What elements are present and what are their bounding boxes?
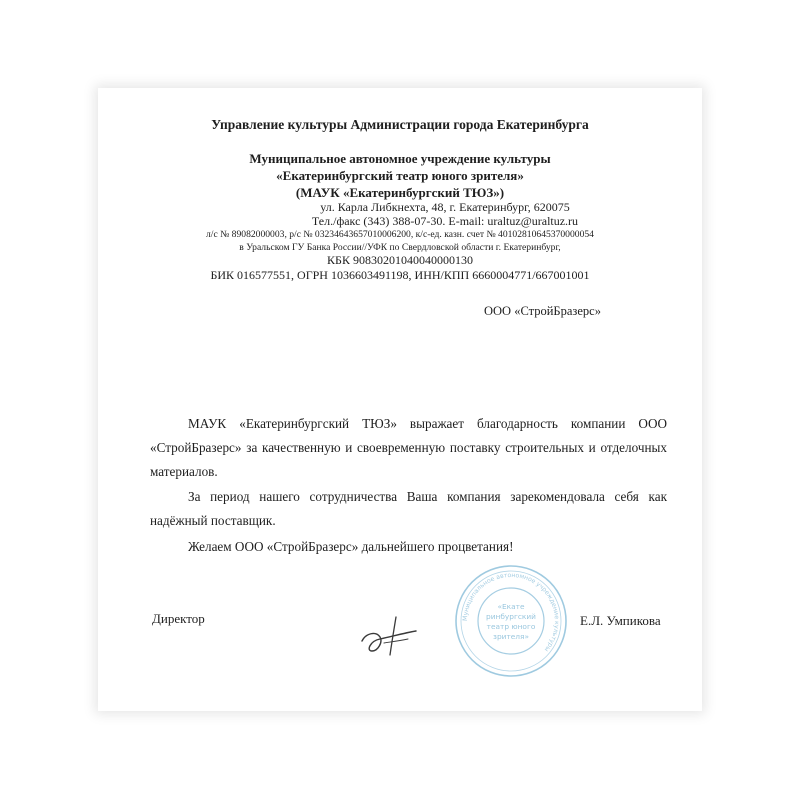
body-paragraph-3: Желаем ООО «СтройБразерс» дальнейшего процветания! — [188, 539, 514, 554]
bank-accounts: л/с № 89082000003, р/с № 03234643657010006200, к/с-ед. казн. счет № 40102810645370000054 — [206, 229, 594, 240]
kbk-code: КБК 90830201040040000130 — [327, 253, 473, 267]
organization-short-name: (МАУК «Екатеринбургский ТЮЗ») — [295, 185, 505, 200]
signatory-position: Директор — [152, 611, 205, 626]
signatory-name: Е.Л. Умпикова — [580, 613, 661, 628]
official-stamp — [453, 563, 569, 679]
organization-contacts: Тел./факс (343) 388-07-30. E-mail: uraltuz@uraltuz.ru — [311, 214, 579, 228]
stamp-outer-ring — [456, 566, 566, 676]
organization-name-line2: «Екатеринбургский театр юного зрителя» — [276, 168, 524, 183]
bank-details: в Уральском ГУ Банка России//УФК по Свердловской области г. Екатеринбург, — [239, 242, 561, 253]
organization-name-line1: Муниципальное автономное учреждение культуры — [249, 151, 551, 166]
stamp-ring-text: Муниципальное автономное учреждение культуры — [461, 571, 561, 653]
parent-organization: Управление культуры Администрации города Екатеринбурга — [211, 117, 589, 132]
signature-mark — [356, 611, 424, 659]
stamp-center-line-2: ринбургский — [486, 612, 536, 621]
stamp-inner-ring — [478, 588, 544, 654]
stamp-middle-ring — [461, 571, 561, 671]
registration-codes: БИК 016577551, ОГРН 1036603491198, ИНН/КПП 6660004771/667001001 — [210, 268, 590, 282]
body-paragraph-1: МАУК «Екатеринбургский ТЮЗ» выражает благодарность компании ООО «СтройБразерс» за качественную и своевременную поставку строительных и отделочных материалов. — [150, 416, 667, 479]
stamp-center-line-3: театр юного — [486, 622, 536, 631]
stamp-center-line-4: зрителя» — [493, 632, 529, 641]
body-paragraph-2: За период нашего сотрудничества Ваша компания зарекомендовала себя как надёжный поставщик. — [150, 489, 667, 528]
organization-address: ул. Карла Либкнехта, 48, г. Екатеринбург, 620075 — [320, 200, 570, 214]
recipient: ООО «СтройБразерс» — [484, 304, 601, 318]
stamp-center-line-1: «Екате — [497, 602, 525, 611]
